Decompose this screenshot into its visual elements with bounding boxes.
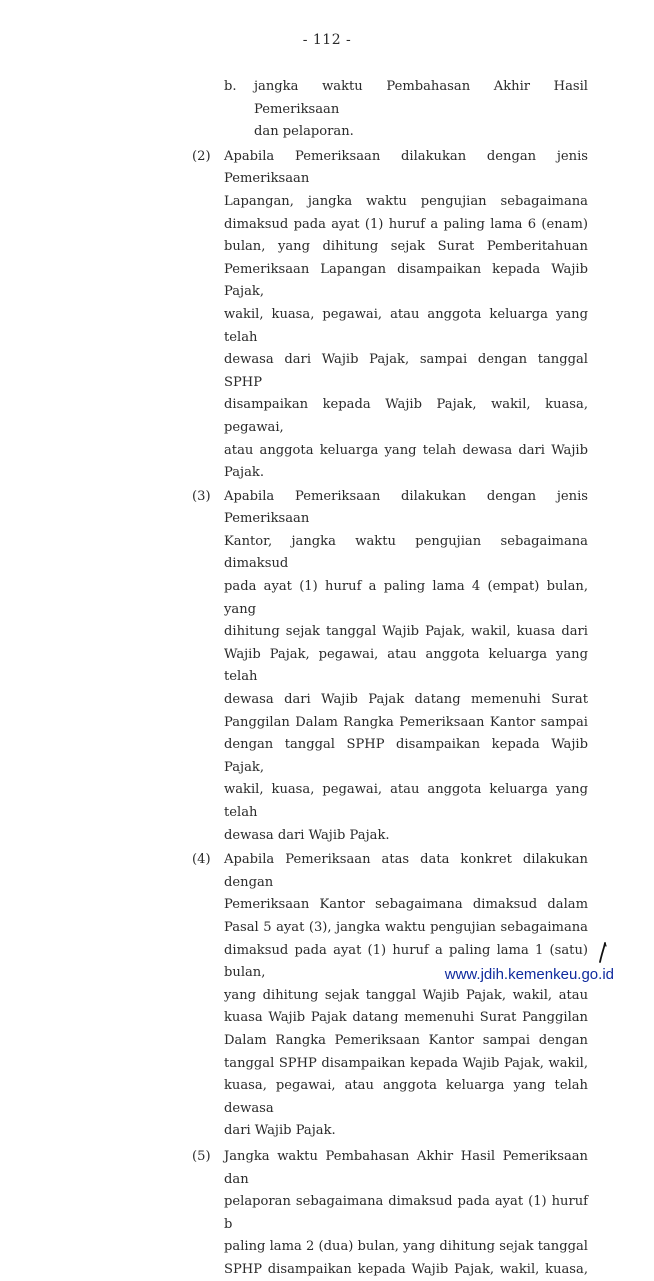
list-item-2 xyxy=(192,146,588,485)
text-line: Apabila Pemeriksaan dilakukan dengan jenis Pemeriksaan xyxy=(224,148,588,187)
text-line: disampaikan kepada Wajib Pajak, wakil, kuasa, pegawai, xyxy=(224,397,588,435)
list-item-3 xyxy=(192,486,588,848)
text-line: wakil, kuasa, pegawai, atau anggota keluarga yang telah xyxy=(224,782,588,820)
text-line: dewasa dari Wajib Pajak, sampai dengan tanggal SPHP xyxy=(224,352,588,390)
text-line: kuasa, pegawai, atau anggota keluarga yang telah dewasa xyxy=(224,1078,588,1116)
text-line: atau anggota keluarga yang telah dewasa dari Wajib Pajak. xyxy=(224,442,588,481)
list-item-5 xyxy=(192,1146,588,1281)
footer-link[interactable]: www.jdih.kemenkeu.go.id xyxy=(444,966,614,983)
text-line: SPHP disampaikan kepada Wajib Pajak, wakil, kuasa, xyxy=(224,1261,588,1277)
text-line: Kantor, jangka waktu pengujian sebagaimana dimaksud xyxy=(224,533,588,572)
text-line: dari Wajib Pajak. xyxy=(224,1123,336,1139)
text-line: Pemeriksaan Lapangan disampaikan kepada Wajib Pajak, xyxy=(224,261,588,300)
page-number: - 112 - xyxy=(302,32,352,48)
item-number: (5) xyxy=(192,1148,211,1164)
item-text xyxy=(224,486,588,848)
text-line: Apabila Pemeriksaan dilakukan dengan jenis Pemeriksaan xyxy=(224,488,588,527)
text-line: kuasa Wajib Pajak datang memenuhi Surat Panggilan xyxy=(224,1010,588,1026)
text-line: dan pelaporan. xyxy=(254,124,354,140)
text-line: Lapangan, jangka waktu pengujian sebagaimana xyxy=(224,193,588,209)
text-line: dewasa dari Wajib Pajak. xyxy=(224,827,390,843)
text-line: Dalam Rangka Pemeriksaan Kantor sampai dengan xyxy=(224,1032,588,1048)
item-number: (4) xyxy=(192,852,211,868)
text-line: tanggal SPHP disampaikan kepada Wajib Pajak, wakil, xyxy=(224,1055,588,1071)
list-item-b xyxy=(192,76,588,144)
document-body xyxy=(192,76,588,1281)
text-line: dimaksud pada ayat (1) huruf a paling lama 6 (enam) xyxy=(224,216,588,232)
item-text xyxy=(254,76,588,144)
list-item-4 xyxy=(192,849,588,1143)
text-line: Apabila Pemeriksaan atas data konkret dilakukan dengan xyxy=(224,852,588,890)
item-number: b. xyxy=(224,79,237,94)
text-line: dihitung sejak tanggal Wajib Pajak, wakil, kuasa dari xyxy=(224,624,588,640)
text-line: yang dihitung sejak tanggal Wajib Pajak, wakil, atau xyxy=(224,987,588,1003)
text-line: Wajib Pajak, pegawai, atau anggota keluarga yang telah xyxy=(224,646,588,685)
text-line: pada ayat (1) huruf a paling lama 4 (empat) bulan, yang xyxy=(224,579,588,617)
text-line: jangka waktu Pembahasan Akhir Hasil Pemeriksaan xyxy=(254,79,588,117)
text-line: Pasal 5 ayat (3), jangka waktu pengujian sebagaimana xyxy=(224,919,588,935)
initial-mark-icon xyxy=(596,942,608,964)
item-text xyxy=(224,146,588,485)
text-line: Jangka waktu Pembahasan Akhir Hasil Pemeriksaan dan xyxy=(224,1148,588,1187)
text-line: wakil, kuasa, pegawai, atau anggota keluarga yang telah xyxy=(224,306,588,345)
text-line: Panggilan Dalam Rangka Pemeriksaan Kantor sampai xyxy=(224,714,588,730)
text-line: dewasa dari Wajib Pajak datang memenuhi Surat xyxy=(224,692,588,708)
text-line: Pemeriksaan Kantor sebagaimana dimaksud dalam xyxy=(224,897,588,913)
text-line: pelaporan sebagaimana dimaksud pada ayat (1) huruf b xyxy=(224,1194,588,1232)
item-text xyxy=(224,1146,588,1281)
item-number: (3) xyxy=(192,488,211,504)
text-line: paling lama 2 (dua) bulan, yang dihitung sejak tanggal xyxy=(224,1239,588,1255)
item-number: (2) xyxy=(192,148,211,164)
item-text xyxy=(224,849,588,1143)
text-line: dengan tanggal SPHP disampaikan kepada Wajib Pajak, xyxy=(224,737,588,775)
text-line: dimaksud pada ayat (1) huruf a paling lama 1 (satu) bulan, xyxy=(224,942,588,981)
text-line: bulan, yang dihitung sejak Surat Pemberitahuan xyxy=(224,239,588,255)
